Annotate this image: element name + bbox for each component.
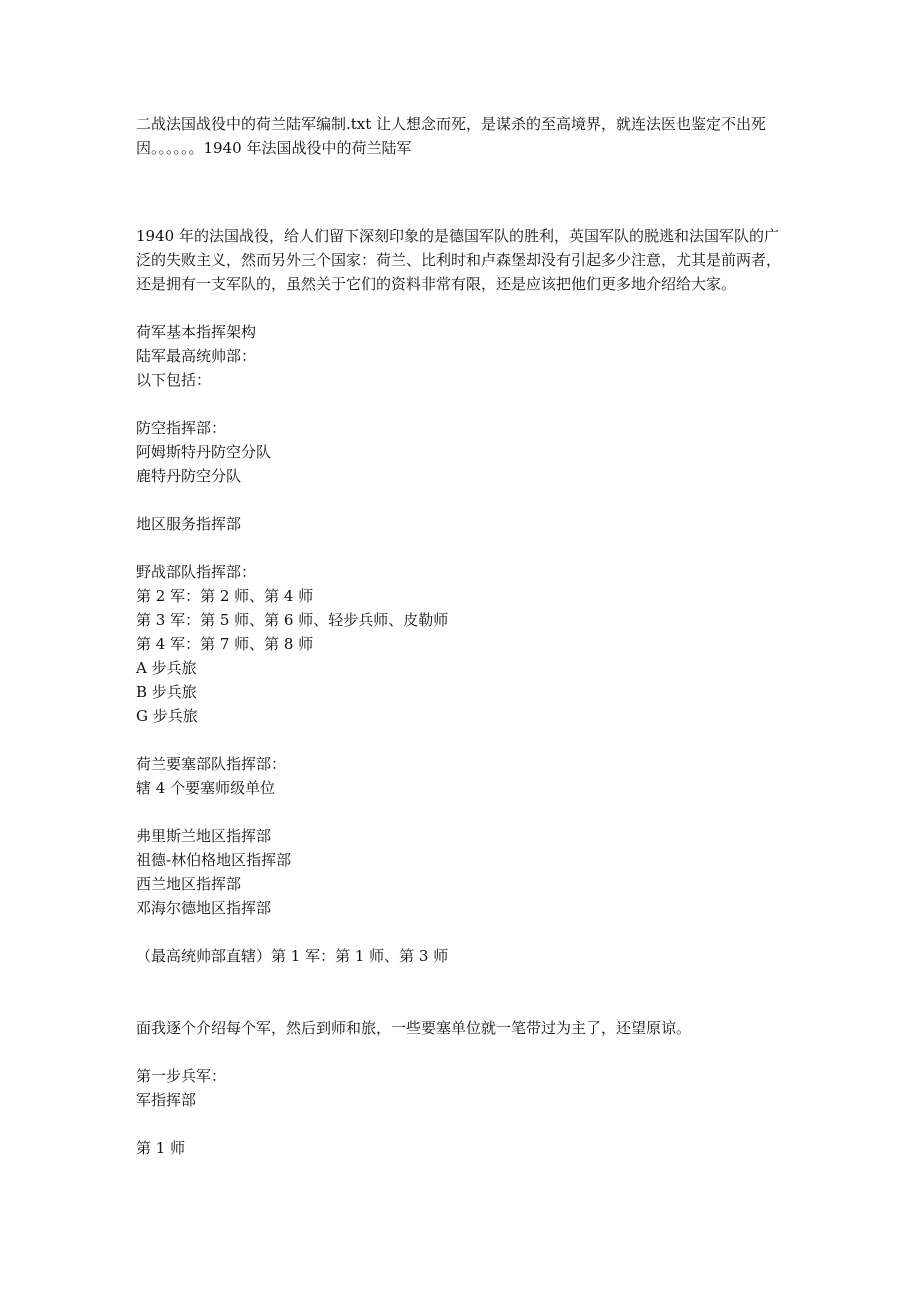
first-division-line: 第 1 师 (136, 1139, 186, 1157)
field-army-item: 第 2 军：第 2 师、第 4 师 (136, 587, 314, 605)
first-corps-hq: 军指挥部 (136, 1091, 197, 1109)
closing-block (136, 1016, 786, 1040)
field-army-item: 第 3 军：第 5 师、第 6 师、轻步兵师、皮勒师 (136, 611, 449, 629)
region-line: 弗里斯兰地区指挥部 (136, 827, 272, 845)
air-defense-heading: 防空指挥部： (136, 419, 227, 437)
region-line: 祖德-林伯格地区指挥部 (136, 851, 292, 869)
field-army-item: 第 4 军：第 7 师、第 8 师 (136, 635, 314, 653)
first-corps-heading: 第一步兵军： (136, 1067, 227, 1085)
first-corps-block (136, 1064, 786, 1112)
fortress-heading: 荷兰要塞部队指挥部： (136, 755, 287, 773)
regional-service-block (136, 512, 786, 536)
air-defense-item: 阿姆斯特丹防空分队 (136, 443, 272, 461)
field-army-item: G 步兵旅 (136, 707, 198, 725)
direct-block (136, 944, 786, 968)
command-structure-block (136, 320, 786, 392)
fortress-block (136, 752, 786, 800)
regional-service-line: 地区服务指挥部 (136, 515, 242, 533)
field-army-heading: 野战部队指挥部： (136, 563, 257, 581)
air-defense-item: 鹿特丹防空分队 (136, 467, 242, 485)
regions-block (136, 824, 786, 920)
region-line: 邓海尔德地区指挥部 (136, 899, 272, 917)
field-army-block (136, 560, 786, 728)
fortress-item: 辖 4 个要塞师级单位 (136, 779, 276, 797)
intro-paragraph: 1940 年的法国战役，给人们留下深刻印象的是德国军队的胜利，英国军队的脱逃和法国军队的广泛的失败主义，然而另外三个国家：荷兰、比利时和卢森堡却没有引起多少注意，尤其是前两者，还是拥有一支军队的，虽然关于它们的资料非常有限，还是应该把他们更多地介绍给大家。 (136, 227, 782, 293)
closing-line: 面我逐个介绍每个军，然后到师和旅，一些要塞单位就一笔带过为主了，还望原谅。 (136, 1019, 692, 1037)
field-army-item: A 步兵旅 (136, 659, 197, 677)
field-army-item: B 步兵旅 (136, 683, 197, 701)
supreme-hq-line: 陆军最高统帅部： (136, 347, 257, 365)
air-defense-block (136, 416, 786, 488)
includes-line: 以下包括： (136, 371, 212, 389)
structure-heading: 荷军基本指挥架构 (136, 323, 257, 341)
first-division-block (136, 1136, 786, 1160)
document-body (136, 112, 786, 1160)
direct-line: （最高统帅部直辖）第 1 军：第 1 师、第 3 师 (136, 947, 449, 965)
region-line: 西兰地区指挥部 (136, 875, 242, 893)
document-title-line: 二战法国战役中的荷兰陆军编制.txt 让人想念而死，是谋杀的至高境界，就连法医也鉴定不出死因。。。。。。1940 年法国战役中的荷兰陆军 (136, 115, 767, 157)
